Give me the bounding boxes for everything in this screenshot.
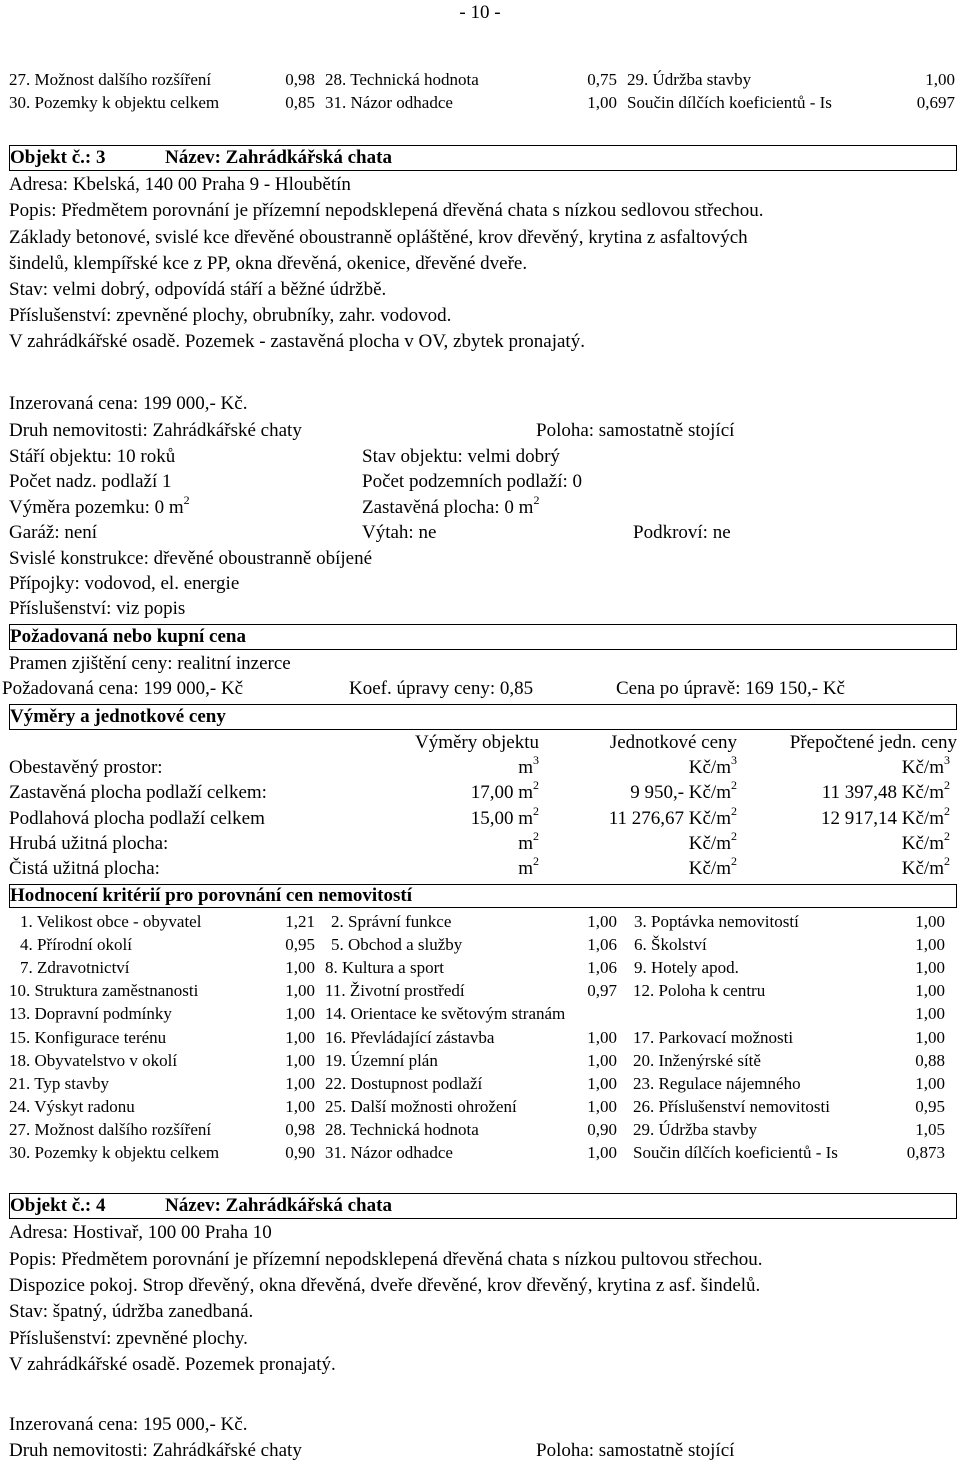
criterion-label: 12. Poloha k centru [633, 981, 766, 1001]
criterion-label: 20. Inženýrské sítě [633, 1050, 761, 1070]
property-type: Druh nemovitosti: Zahrádkářské chaty [9, 1440, 302, 1461]
criteria-row [9, 69, 957, 91]
property-position: Poloha: samostatně stojící [536, 1440, 735, 1461]
column-header: Jednotkové ceny [609, 732, 737, 753]
criterion-label: 26. Příslušenství nemovitosti [633, 1096, 830, 1116]
recalculated-price: $Kč/m^3$ [901, 752, 950, 778]
garage: Garáž: není [9, 522, 98, 543]
adjusted-price: Cena po úpravě: 169 150,- Kč [616, 678, 845, 699]
area-label: Čistá užitná plocha: [9, 858, 160, 879]
recalculated-price: $Kč/m^2$ [901, 828, 950, 854]
criterion-label: 5. Obchod a služby [331, 935, 463, 955]
description-line: Příslušenství: zpevněné plochy, obrubníky, zahr. vodovod. [9, 305, 452, 326]
criterion-value: 1,06 [587, 935, 617, 955]
criterion-label: 29. Údržba stavby [627, 70, 752, 89]
object-address: Adresa: Kbelská, 140 00 Praha 9 - Hloubětín [9, 174, 351, 195]
criterion-label: 16. Převládající zástavba [325, 1027, 495, 1047]
area-label: Obestavěný prostor: [9, 757, 163, 778]
criterion-value: 1,00 [285, 958, 315, 978]
criterion-label: Součin dílčích koeficientů - Is [627, 93, 832, 112]
description-line: Popis: Předmětem porovnání je přízemní nepodsklepená dřevěná chata s nízkou pultovou střechou. [9, 1249, 763, 1270]
criterion-value: 1,00 [587, 1050, 617, 1070]
criterion-label: 18. Obyvatelstvo v okolí [9, 1050, 178, 1070]
price-row [2, 678, 950, 702]
criterion-label: 27. Možnost dalšího rozšíření [9, 70, 212, 89]
recalculated-price: 11 397,48 $Kč/m^2$ [821, 777, 950, 803]
criterion-value: 1,00 [285, 1096, 315, 1116]
criterion-label: 21. Typ stavby [9, 1073, 110, 1093]
criteria-row [9, 957, 957, 979]
criterion-value: 0,98 [285, 1119, 315, 1139]
object-name: Název: Zahrádkářská chata [165, 1195, 392, 1216]
description-line: V zahrádkářské osadě. Pozemek - zastavěná plocha v OV, zbytek pronajatý. [9, 331, 585, 352]
column-header: Výměry objektu [414, 732, 539, 753]
criterion-value: 1,05 [915, 1119, 945, 1139]
area-label: Zastavěná plocha podlaží celkem: [9, 782, 267, 803]
criteria-row [9, 1096, 957, 1118]
criterion-label: 23. Regulace nájemného [633, 1073, 801, 1093]
section-header [9, 884, 957, 908]
criterion-label: 3. Poptávka nemovitostí [634, 912, 799, 931]
criterion-value: 1,06 [587, 958, 617, 978]
criterion-label: 31. Názor odhadce [325, 1143, 453, 1162]
criterion-label: Součin dílčích koeficientů - Is [633, 1143, 838, 1162]
unit-price: $Kč/m^3$ [688, 752, 737, 778]
property-age: Stáří objektu: 10 roků [9, 446, 176, 467]
object-address: Adresa: Hostivař, 100 00 Praha 10 [9, 1222, 272, 1243]
property-state: Stav objektu: velmi dobrý [362, 446, 560, 467]
criterion-value: 1,00 [285, 1050, 315, 1070]
criterion-label: 4. Přírodní okolí [20, 935, 132, 955]
area-row [9, 777, 957, 806]
criterion-label: 11. Životní prostředí [325, 981, 465, 1001]
criterion-value: 0,88 [915, 1050, 945, 1070]
description-line: Popis: Předmětem porovnání je přízemní nepodsklepená dřevěná chata s nízkou sedlovou střechou. [9, 200, 764, 221]
criterion-label: 24. Výskyt radonu [9, 1096, 135, 1116]
criterion-label: 30. Pozemky k objektu celkem [9, 93, 220, 112]
area-value: 15,00 $m^2$ [470, 803, 539, 829]
info-row [9, 522, 957, 546]
criterion-label: 31. Názor odhadce [325, 93, 453, 112]
section-title: Výměry a jednotkové ceny [10, 706, 226, 727]
unit-price: 11 276,67 $Kč/m^2$ [608, 803, 737, 829]
info-row [9, 446, 957, 470]
criterion-label: 14. Orientace ke světovým stranám [325, 1004, 566, 1024]
property-position: Poloha: samostatně stojící [536, 420, 735, 441]
description-line: Dispozice pokoj. Strop dřevěný, okna dřevěná, dveře dřevěné, krov dřevěný, krytina z asf. šindelů. [9, 1275, 761, 1296]
criterion-value: 1,00 [285, 981, 315, 1001]
criterion-value: 0,697 [916, 93, 955, 112]
criterion-label: 27. Možnost dalšího rozšíření [9, 1119, 212, 1139]
description-line: Stav: velmi dobrý, odpovídá stáří a běžné údržbě. [9, 279, 387, 300]
criterion-value: 1,00 [915, 1073, 945, 1093]
criteria-row [9, 980, 957, 1002]
criterion-value: 1,00 [587, 912, 617, 931]
criterion-value: 0,90 [587, 1119, 617, 1139]
recalculated-price: $Kč/m^2$ [901, 853, 950, 879]
criterion-value: 0,98 [285, 70, 315, 89]
area-row [9, 828, 957, 857]
info-row [9, 420, 957, 444]
criterion-value: 1,00 [915, 1027, 945, 1047]
criterion-value: 1,00 [285, 1073, 315, 1093]
criterion-label: 29. Údržba stavby [633, 1119, 758, 1139]
criterion-label: 7. Zdravotnictví [20, 958, 130, 978]
criterion-value: 0,873 [906, 1143, 945, 1162]
wall-construction: Svislé konstrukce: dřevěné oboustranně obíjené [9, 548, 373, 569]
area-row [9, 853, 957, 882]
area-label: Podlahová plocha podlaží celkem [9, 808, 265, 829]
criterion-value: 1,00 [587, 1143, 617, 1162]
criterion-value: 1,00 [925, 70, 955, 89]
criterion-value: 1,00 [285, 1004, 315, 1024]
section-header [9, 704, 957, 730]
info-row: Výměra pozemku: 0 $m^2$ Zastavěná plocha: 0 $m^2$ [9, 492, 540, 518]
built-area: Zastavěná plocha: 0 m [362, 497, 534, 518]
criterion-value: 1,00 [285, 1027, 315, 1047]
description-line: Příslušenství: zpevněné plochy. [9, 1328, 248, 1349]
listed-price: Inzerovaná cena: 195 000,- Kč. [9, 1414, 248, 1435]
criterion-value: 1,00 [587, 1073, 617, 1093]
criterion-value: 1,00 [587, 1027, 617, 1047]
criterion-value: 0,97 [587, 981, 617, 1001]
recalculated-price: 12 917,14 $Kč/m^2$ [821, 803, 950, 829]
description-line: Stav: špatný, údržba zanedbaná. [9, 1301, 254, 1322]
object-header [9, 1193, 957, 1219]
section-title: Hodnocení kritérií pro porovnání cen nemovitostí [10, 885, 412, 906]
unit-price: $Kč/m^2$ [688, 828, 737, 854]
underground-floor-count: Počet podzemních podlaží: 0 [362, 471, 583, 492]
accessories: Příslušenství: viz popis [9, 598, 186, 619]
lift: Výtah: ne [362, 522, 437, 543]
info-row [9, 1440, 957, 1464]
property-type: Druh nemovitosti: Zahrádkářské chaty [9, 420, 302, 441]
object-name: Název: Zahrádkářská chata [165, 147, 392, 168]
unit-price: 9 950,- $Kč/m^2$ [630, 777, 737, 803]
criteria-row [9, 934, 957, 956]
area-value: 17,00 $m^2$ [470, 777, 539, 803]
criterion-label: 10. Struktura zaměstnanosti [9, 981, 199, 1001]
criterion-label: 22. Dostupnost podlaží [325, 1073, 483, 1093]
criterion-value: 1,00 [587, 93, 617, 112]
criterion-value: 1,00 [915, 935, 945, 955]
criterion-value: 1,00 [587, 1096, 617, 1116]
area-row [9, 803, 957, 832]
criterion-label: 6. Školství [634, 935, 707, 955]
criterion-label: 8. Kultura a sport [325, 958, 444, 978]
criterion-label: 25. Další možnosti ohrožení [325, 1096, 517, 1116]
criteria-row [9, 911, 957, 933]
criterion-label: 13. Dopravní podmínky [9, 1004, 172, 1024]
object-header [9, 145, 957, 171]
criterion-value: 0,95 [285, 935, 315, 955]
requested-price: Požadovaná cena: 199 000,- Kč [2, 678, 244, 699]
area-label: Hrubá užitná plocha: [9, 833, 169, 854]
object-number: Objekt č.: 3 [10, 147, 106, 168]
info-row [9, 471, 957, 495]
criterion-value: 0,85 [285, 93, 315, 112]
price-coefficient: Koef. úpravy ceny: 0,85 [349, 678, 534, 699]
criteria-row [9, 1142, 957, 1164]
section-title: Požadovaná nebo kupní cena [10, 626, 246, 647]
criterion-label: 19. Územní plán [325, 1050, 438, 1070]
criterion-label: 28. Technická hodnota [325, 70, 479, 89]
criteria-row [9, 1119, 957, 1141]
criterion-value: 1,00 [915, 1004, 945, 1024]
criterion-label: 2. Správní funkce [331, 912, 452, 931]
area-value: $m^2$ [518, 828, 539, 854]
criterion-value: 0,90 [285, 1143, 315, 1162]
criterion-label: 15. Konfigurace terénu [9, 1027, 167, 1047]
area-value: $m^3$ [518, 752, 539, 778]
criterion-value: 1,21 [285, 912, 315, 931]
criterion-label: 28. Technická hodnota [325, 1119, 479, 1139]
section-header [9, 624, 957, 650]
criteria-row [9, 1050, 957, 1072]
criterion-value: 0,95 [915, 1096, 945, 1116]
unit-price: $Kč/m^2$ [688, 853, 737, 879]
criteria-row [9, 1003, 957, 1025]
criteria-row [9, 92, 957, 114]
criteria-row [9, 1073, 957, 1095]
criterion-label: 17. Parkovací možnosti [633, 1027, 794, 1047]
criterion-value: 1,00 [915, 912, 945, 931]
criterion-label: 1. Velikost obce - obyvatel [20, 912, 202, 931]
criterion-label: 9. Hotely apod. [634, 958, 739, 978]
criterion-value: 0,75 [587, 70, 617, 89]
area-table-header [9, 732, 957, 756]
description-line: Základy betonové, svislé kce dřevěné oboustranně opláštěné, krov dřevěný, krytina z asfaltových [9, 227, 748, 248]
description-line: šindelů, klempířské kce z PP, okna dřevěná, okenice, dřevěné dveře. [9, 253, 528, 274]
area-value: $m^2$ [518, 853, 539, 879]
criterion-value: 1,00 [915, 981, 945, 1001]
page-number: - 10 - [459, 2, 501, 23]
criterion-value: 1,00 [915, 958, 945, 978]
column-header: Přepočtené jedn. ceny [789, 732, 957, 753]
object-number: Objekt č.: 4 [10, 1195, 106, 1216]
price-source: Pramen zjištění ceny: realitní inzerce [9, 653, 291, 674]
land-area: Výměra pozemku: 0 m [9, 497, 184, 518]
floor-count: Počet nadz. podlaží 1 [9, 471, 172, 492]
criteria-row [9, 1027, 957, 1049]
description-line: V zahrádkářské osadě. Pozemek pronajatý. [9, 1354, 336, 1375]
attic: Podkroví: ne [633, 522, 731, 543]
area-row [9, 752, 957, 781]
utilities: Přípojky: vodovod, el. energie [9, 573, 240, 594]
criterion-label: 30. Pozemky k objektu celkem [9, 1143, 220, 1162]
listed-price: Inzerovaná cena: 199 000,- Kč. [9, 393, 248, 414]
